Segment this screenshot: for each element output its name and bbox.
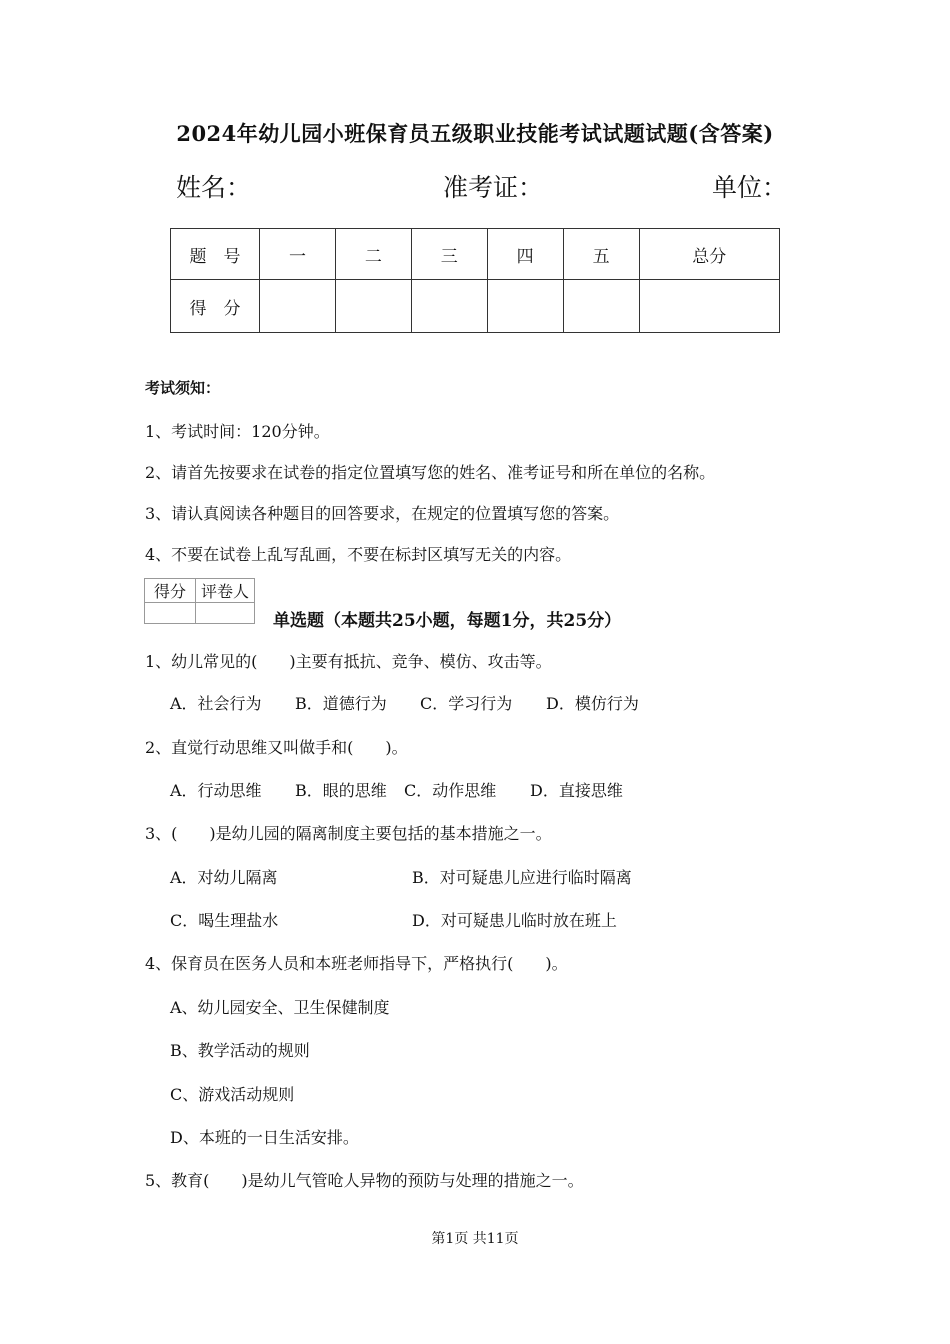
section-title: 单选题（本题共25小题，每题1分，共25分） [273, 611, 622, 631]
option-a[interactable]: A．行动思维 [170, 781, 262, 800]
exam-id-field-label: 准考证： [443, 173, 544, 202]
score-table [170, 228, 780, 333]
option-b[interactable]: B．道德行为 [295, 694, 387, 713]
table-cell: 总分 [639, 229, 779, 280]
option-d[interactable]: D．模仿行为 [546, 694, 639, 713]
question-stem: 3、( )是幼儿园的隔离制度主要包括的基本措施之一。 [145, 824, 552, 843]
score-input-cell[interactable] [335, 280, 411, 333]
grader-score-label: 得分 [145, 579, 196, 603]
option-a[interactable]: A．对幼儿隔离 [170, 868, 278, 887]
table-cell: 三 [411, 229, 487, 280]
option-c[interactable]: C．喝生理盐水 [170, 911, 279, 930]
question-stem: 1、幼儿常见的( )主要有抵抗、竞争、模仿、攻击等。 [145, 652, 552, 671]
score-input-cell[interactable] [563, 280, 639, 333]
option-c[interactable]: C．动作思维 [404, 781, 497, 800]
score-table-score-row [171, 280, 780, 333]
option-d[interactable]: D．对可疑患儿临时放在班上 [412, 911, 617, 930]
score-input-cell[interactable] [639, 280, 779, 333]
option-a[interactable]: A、幼儿园安全、卫生保健制度 [170, 998, 390, 1017]
option-c[interactable]: C．学习行为 [420, 694, 513, 713]
grader-box [144, 578, 255, 624]
notice-item: 1、考试时间：120分钟。 [145, 422, 330, 441]
question-stem: 5、教育( )是幼儿气管呛人异物的预防与处理的措施之一。 [145, 1171, 584, 1190]
option-b[interactable]: B、教学活动的规则 [170, 1041, 310, 1060]
notice-item: 3、请认真阅读各种题目的回答要求，在规定的位置填写您的答案。 [145, 504, 620, 523]
score-input-cell[interactable] [487, 280, 563, 333]
grader-score-cell[interactable] [145, 603, 196, 624]
option-d[interactable]: D、本班的一日生活安排。 [170, 1128, 359, 1147]
notice-item: 2、请首先按要求在试卷的指定位置填写您的姓名、准考证号和所在单位的名称。 [145, 463, 716, 482]
score-input-cell[interactable] [260, 280, 336, 333]
name-field-label: 姓名： [176, 173, 252, 202]
exam-title: 2024年幼儿园小班保育员五级职业技能考试试题试题(含答案) [176, 121, 774, 146]
option-b[interactable]: B．眼的思维 [295, 781, 387, 800]
option-d[interactable]: D．直接思维 [530, 781, 623, 800]
question-stem: 2、直觉行动思维又叫做手和( )。 [145, 738, 408, 757]
page-footer: 第1页 共11页 [431, 1231, 519, 1247]
table-cell: 四 [487, 229, 563, 280]
table-cell: 得 分 [171, 280, 260, 333]
score-input-cell[interactable] [411, 280, 487, 333]
table-cell: 五 [563, 229, 639, 280]
table-cell: 题 号 [171, 229, 260, 280]
grader-name-label: 评卷人 [196, 579, 255, 603]
unit-field-label: 单位： [712, 173, 788, 202]
grader-name-cell[interactable] [196, 603, 255, 624]
table-cell: 一 [260, 229, 336, 280]
notice-item: 4、不要在试卷上乱写乱画，不要在标封区填写无关的内容。 [145, 545, 572, 564]
notice-heading: 考试须知： [145, 379, 221, 397]
table-cell: 二 [335, 229, 411, 280]
question-stem: 4、保育员在医务人员和本班老师指导下，严格执行( )。 [145, 954, 568, 973]
option-b[interactable]: B．对可疑患儿应进行临时隔离 [412, 868, 632, 887]
option-c[interactable]: C、游戏活动规则 [170, 1085, 295, 1104]
score-table-header-row [171, 229, 780, 280]
option-a[interactable]: A．社会行为 [170, 694, 262, 713]
